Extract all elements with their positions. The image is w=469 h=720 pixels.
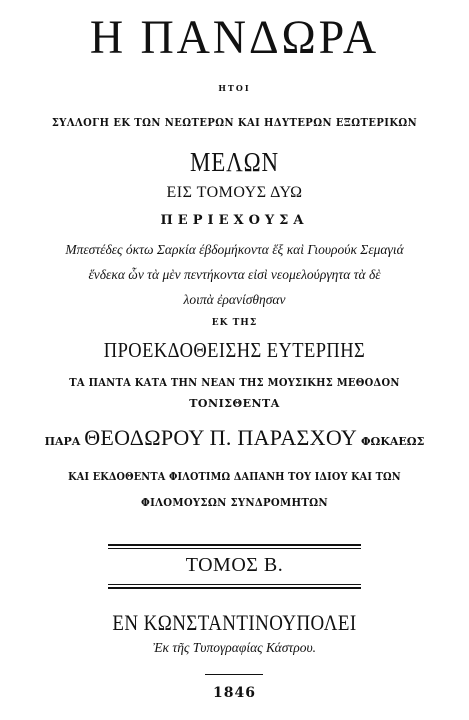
book-title: Η ΠΑΝΔΩΡΑ <box>89 11 380 64</box>
description-line-1: Μπεστέδες όκτω Σαρκία έβδομήκοντα ἕξ καὶ Γιουρούκ Σεμαγιά <box>65 242 404 257</box>
subtitle-htoi: ΗΤΟΙ <box>218 83 251 93</box>
author-line <box>0 427 469 449</box>
author-prefix: ΠΑΡΑ <box>44 435 81 448</box>
publication-year: 1846 <box>213 685 256 701</box>
description-line-2: ἕνδεκα ὧν τὰ μὲν πεντήκοντα εἰσὶ νεομελούργητα τὰ δὲ <box>88 267 381 282</box>
subscribers-line: ΦΙΛΟΜΟΥΣΩΝ ΣΥΝΔΡΟΜΗΤΩΝ <box>141 496 328 509</box>
from-the-line: ΕΚ ΤΗΣ <box>211 318 258 328</box>
volume-bottom-rule-thin <box>108 584 361 585</box>
volumes-line: ΕΙΣ ΤΟΜΟΥΣ ΔΥΩ <box>166 184 303 201</box>
author-name: ΘΕΟΔΩΡΟΥ Π. ΠΑΡΑΣΧΟΥ <box>84 425 358 450</box>
volume-top-rule-thin <box>108 548 361 549</box>
year-rule <box>205 674 263 675</box>
volume-label: ΤΟΜΟΣ Β. <box>185 554 284 576</box>
method-line: ΤΑ ΠΑΝΤΑ ΚΑΤΑ ΤΗΝ ΝΕΑΝ ΤΗΣ ΜΟΥΣΙΚΗΣ ΜΕΘΟΔΟΝ <box>69 376 400 389</box>
composed-line: ΤΟΝΙΣΘΕΝΤΑ <box>189 397 280 410</box>
collection-line: ΣΥΛΛΟΓΗ ΕΚ ΤΩΝ ΝΕΩΤΕΡΩΝ ΚΑΙ ΗΔΥΤΕΡΩΝ ΕΞΩΤΕΡΙΚΩΝ <box>51 116 418 129</box>
melon-heading: ΜΕΛΩΝ <box>190 147 279 177</box>
volume-top-rule <box>108 544 361 546</box>
printer-line: Ἐκ τῆς Τυπογραφίας Κάστρου. <box>152 640 317 655</box>
euterpe-heading: ΠΡΟΕΚΔΟΘΕΙΣΗΣ ΕΥΤΕΡΠΗΣ <box>103 338 366 362</box>
volume-bottom-rule <box>108 587 361 589</box>
published-line: ΚΑΙ ΕΚΔΟΘΕΝΤΑ ΦΙΛΟΤΙΜΩ ΔΑΠΑΝΗ ΤΟΥ ΙΔΙΟΥ ΚΑΙ ΤΩΝ <box>68 470 401 483</box>
place-of-publication: ΕΝ ΚΩΝΣΤΑΝΤΙΝΟΥΠΟΛΕΙ <box>112 610 357 635</box>
author-origin: ΦΩΚΑΕΩΣ <box>360 435 425 448</box>
description-line-3: λοιπὰ ἐρανίσθησαν <box>183 292 286 307</box>
containing-line: ΠΕΡΙΕΧΟΥΣΑ <box>160 213 309 228</box>
